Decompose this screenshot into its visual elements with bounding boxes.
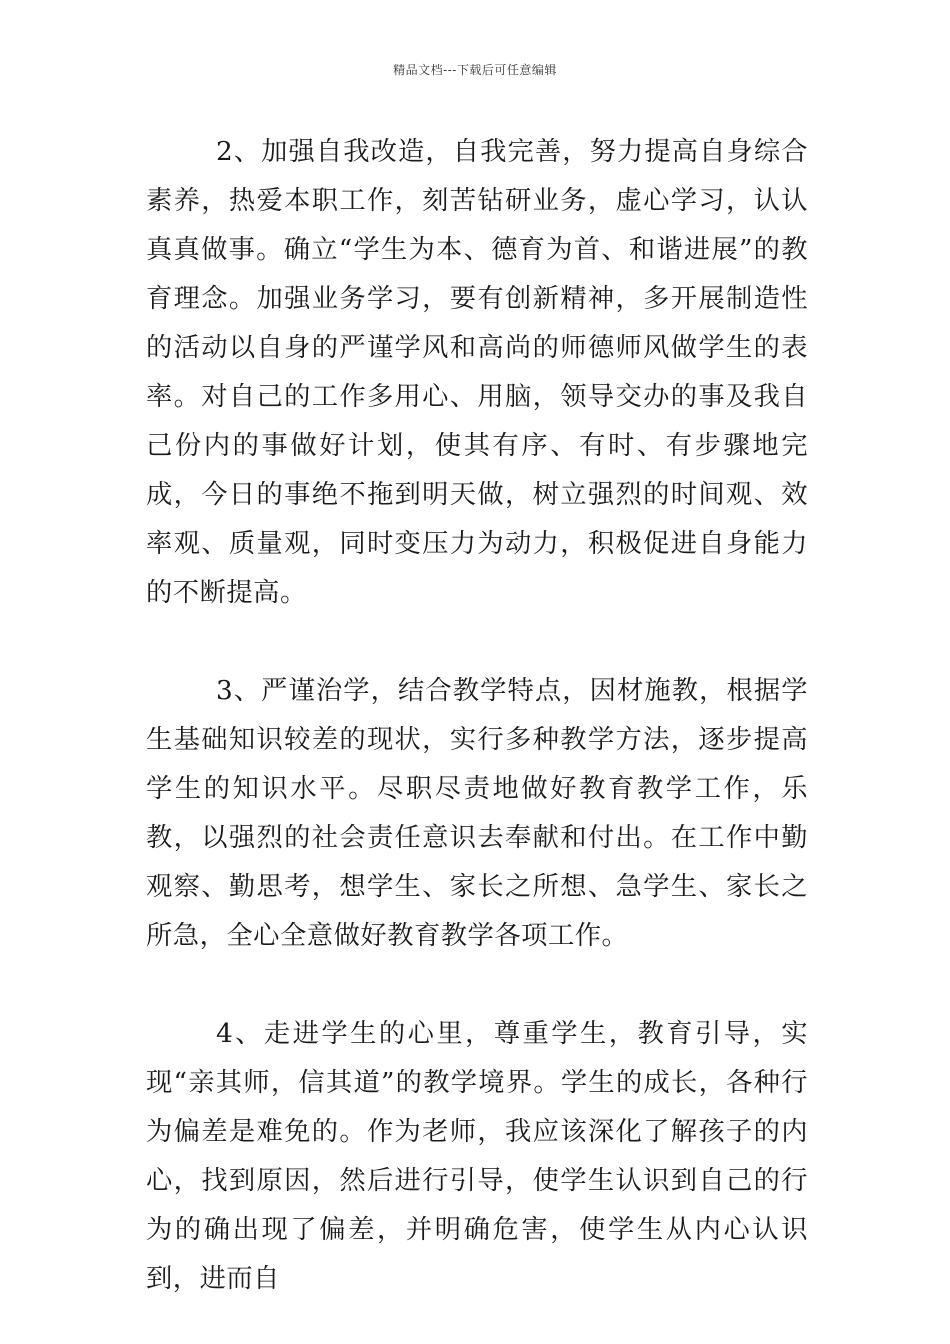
document-body [146,128,808,1304]
paragraph-2: 2、加强自我改造，自我完善，努力提高自身综合素养，热爱本职工作，刻苦钻研业务，虚心学习，认认真真做事。确立“学生为本、德育为首、和谐进展”的教育理念。加强业务学习，要有创新精神，多开展制造性的活动以自身的严谨学风和高尚的师德师风做学生的表率。对自己的工作多用心、用脑，领导交办的事及我自己份内的事做好计划，使其有序、有时、有步骤地完成，今日的事绝不拖到明天做，树立强烈的时间观、效率观、质量观，同时变压力为动力，积极促进自身能力的不断提高。 [146,137,808,608]
paragraph-4: 4、走进学生的心里，尊重学生，教育引导，实现“亲其师，信其道”的教学境界。学生的成长，各种行为偏差是难免的。作为老师，我应该深化了解孩子的内心，找到原因，然后进行引导，使学生认识到自己的行为的确出现了偏差，并明确危害，使学生从内心认识到，进而自 [146,1019,808,1294]
paragraph-3: 3、严谨治学，结合教学特点，因材施教，根据学生基础知识较差的现状，实行多种教学方法，逐步提高学生的知识水平。尽职尽责地做好教育教学工作，乐教，以强烈的社会责任意识去奉献和付出。在工作中勤观察、勤思考，想学生、家长之所想、急学生、家长之所急，全心全意做好教育教学各项工作。 [146,676,808,951]
page-header: 精品文档---下载后可任意编辑 [393,63,557,77]
